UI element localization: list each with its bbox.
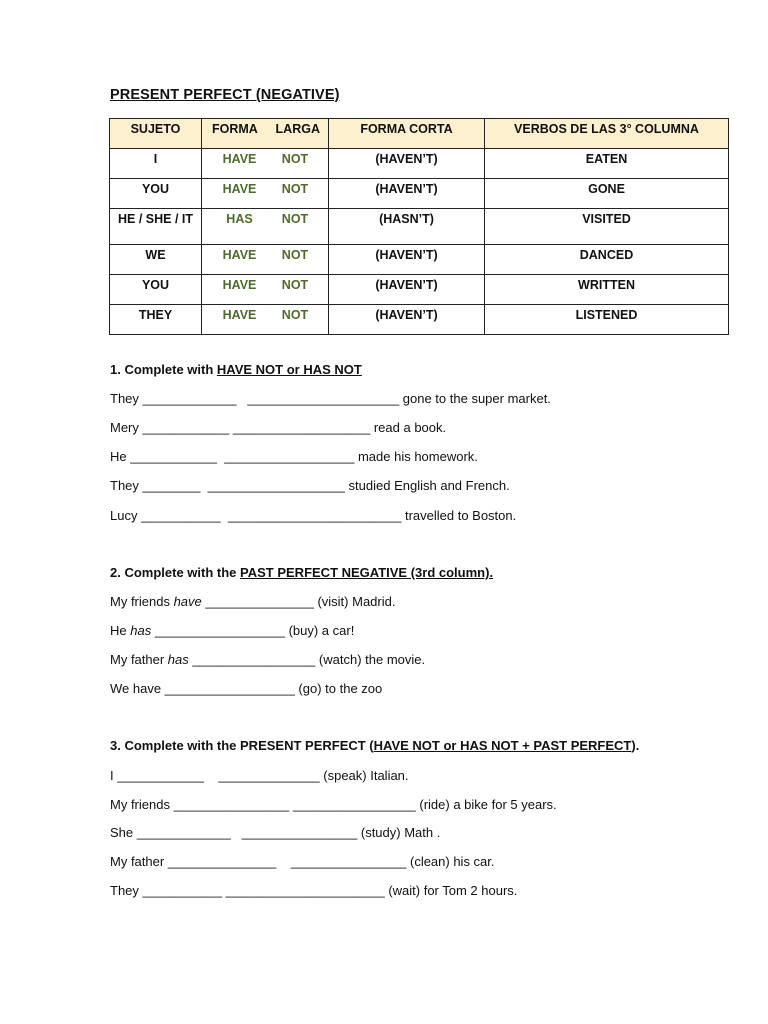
cell-aux: HAVE bbox=[222, 278, 257, 292]
cell-short-form: (HAVEN’T) bbox=[329, 245, 485, 275]
exercise-2-underlined: PAST PERFECT NEGATIVE (3rd column). bbox=[240, 565, 494, 580]
exercise-line: My father _______________ ________________ (clean) his car. bbox=[110, 854, 495, 869]
line-italic: has bbox=[167, 652, 189, 667]
exercise-line bbox=[110, 681, 382, 696]
cell-neg: NOT bbox=[281, 278, 309, 292]
exercise-line: Lucy ___________ ________________________ travelled to Boston. bbox=[110, 508, 517, 523]
cell-subject: THEY bbox=[110, 305, 202, 335]
exercise-line: She _____________ ________________ (study) Math . bbox=[110, 825, 441, 840]
cell-neg: NOT bbox=[281, 182, 309, 196]
header-forma-corta: FORMA CORTA bbox=[329, 119, 485, 149]
line-text: My friends bbox=[110, 594, 174, 609]
table-header-row bbox=[110, 119, 729, 149]
line-italic: have bbox=[173, 594, 202, 609]
exercise-line: I ____________ ______________ (speak) Italian. bbox=[110, 768, 409, 783]
cell-subject: HE / SHE / IT bbox=[110, 209, 202, 245]
header-forma-larga bbox=[202, 119, 329, 149]
cell-aux: HAVE bbox=[222, 308, 257, 322]
cell-verb: LISTENED bbox=[485, 305, 729, 335]
cell-verb: WRITTEN bbox=[485, 275, 729, 305]
exercise-3-prefix: 3. Complete with the PRESENT PERFECT ( bbox=[110, 738, 374, 753]
cell-long-form bbox=[202, 179, 329, 209]
exercise-3-underlined: HAVE NOT or HAS NOT + PAST PERFECT bbox=[373, 738, 632, 753]
exercise-line: Mery ____________ ___________________ read a book. bbox=[110, 420, 447, 435]
cell-neg: NOT bbox=[281, 152, 309, 166]
cell-verb: GONE bbox=[485, 179, 729, 209]
cell-long-form bbox=[202, 275, 329, 305]
cell-subject: YOU bbox=[110, 275, 202, 305]
cell-verb: EATEN bbox=[485, 149, 729, 179]
exercise-3-suffix: ). bbox=[631, 738, 640, 753]
cell-verb: VISITED bbox=[485, 209, 729, 245]
cell-subject: YOU bbox=[110, 179, 202, 209]
table-row bbox=[110, 275, 729, 305]
exercise-line: They ___________ ______________________ (wait) for Tom 2 hours. bbox=[110, 883, 518, 898]
line-text: My father bbox=[110, 652, 168, 667]
page-title: PRESENT PERFECT (NEGATIVE) bbox=[110, 87, 340, 103]
header-larga: LARGA bbox=[275, 122, 320, 136]
line-text: _________________ (watch) the movie. bbox=[188, 652, 426, 667]
cell-aux: HAVE bbox=[222, 248, 257, 262]
cell-long-form bbox=[202, 245, 329, 275]
cell-short-form: (HAVEN’T) bbox=[329, 149, 485, 179]
cell-neg: NOT bbox=[281, 248, 309, 262]
exercise-line: They ________ ___________________ studied English and French. bbox=[110, 478, 510, 493]
exercise-1-prefix: 1. Complete with bbox=[110, 362, 217, 377]
cell-short-form: (HAVEN’T) bbox=[329, 305, 485, 335]
conjugation-table bbox=[109, 118, 729, 335]
cell-aux: HAVE bbox=[222, 182, 257, 196]
exercise-1-underlined: HAVE NOT or HAS NOT bbox=[216, 362, 362, 377]
header-sujeto: SUJETO bbox=[110, 119, 202, 149]
cell-long-form bbox=[202, 209, 329, 245]
exercise-line: He ____________ __________________ made his homework. bbox=[110, 449, 478, 464]
cell-subject: I bbox=[110, 149, 202, 179]
cell-neg: NOT bbox=[281, 308, 309, 322]
cell-verb: DANCED bbox=[485, 245, 729, 275]
table-row bbox=[110, 245, 729, 275]
exercise-line bbox=[110, 623, 354, 638]
exercise-2-title bbox=[110, 565, 493, 580]
exercise-3-title bbox=[110, 738, 639, 753]
cell-short-form: (HAVEN’T) bbox=[329, 275, 485, 305]
exercise-line: They _____________ _____________________ gone to the super market. bbox=[110, 391, 551, 406]
cell-aux: HAVE bbox=[222, 152, 257, 166]
cell-long-form bbox=[202, 305, 329, 335]
exercise-2-prefix: 2. Complete with the bbox=[110, 565, 241, 580]
exercise-line: My friends ________________ _________________ (ride) a bike for 5 years. bbox=[110, 797, 557, 812]
cell-aux: HAS bbox=[226, 212, 253, 226]
header-verbos: VERBOS DE LAS 3° COLUMNA bbox=[485, 119, 729, 149]
line-text: He bbox=[110, 623, 131, 638]
cell-subject: WE bbox=[110, 245, 202, 275]
table-row bbox=[110, 305, 729, 335]
table-row bbox=[110, 209, 729, 245]
exercise-1-title bbox=[110, 362, 362, 377]
table-row bbox=[110, 179, 729, 209]
line-text: We have __________________ (go) to the zoo bbox=[110, 681, 383, 696]
header-forma: FORMA bbox=[212, 122, 258, 136]
line-italic: has bbox=[130, 623, 152, 638]
table-row bbox=[110, 149, 729, 179]
exercise-line bbox=[110, 594, 395, 609]
cell-short-form: (HAVEN’T) bbox=[329, 179, 485, 209]
cell-long-form bbox=[202, 149, 329, 179]
line-text: _______________ (visit) Madrid. bbox=[201, 594, 396, 609]
exercise-line bbox=[110, 652, 425, 667]
cell-neg: NOT bbox=[281, 212, 309, 226]
cell-short-form: (HASN’T) bbox=[329, 209, 485, 245]
line-text: __________________ (buy) a car! bbox=[151, 623, 355, 638]
